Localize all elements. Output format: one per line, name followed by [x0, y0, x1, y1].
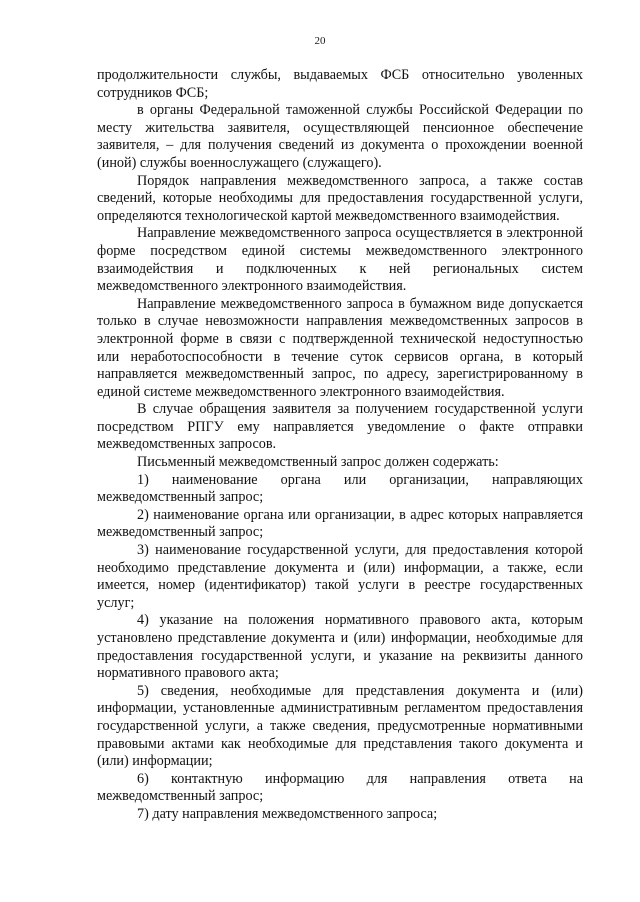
list-item-1: 1) наименование органа или организации, направляющих межведомственный запрос; [97, 471, 583, 506]
paragraph-request-procedure: Порядок направления межведомственного запроса, а также состав сведений, которые необходимы для предоставления государственной услуги, определяются технологической картой межведомственного взаимодействия. [97, 172, 583, 224]
list-item-5: 5) сведения, необходимые для представления документа и (или) информации, установленные административным регламентом предоставления государственной услуги, а также сведения, предусмотренные нормативными правовыми актами как необходимые для представления такого документа и (или) информации; [97, 682, 583, 770]
list-item-2: 2) наименование органа или организации, в адрес которых направляется межведомственный запрос; [97, 506, 583, 541]
list-item-7: 7) дату направления межведомственного запроса; [137, 805, 438, 822]
page-number: 20 [314, 35, 326, 47]
list-item-4: 4) указание на положения нормативного правового акта, которым установлено представление документа и (или) информации, необходимые для предоставления государственной услуги, и указание на реквизиты данного нормативного правового акта; [97, 612, 583, 682]
list-item-6: 6) контактную информацию для направления ответа на межведомственный запрос; [97, 770, 583, 805]
paragraph-request-contents-intro: Письменный межведомственный запрос должен содержать: [137, 454, 499, 471]
paragraph-paper-request: Направление межведомственного запроса в бумажном виде допускается только в случае невозможности направления межведомственных запросов в электронной форме в связи с подтвержденной технической недоступностью или неработоспособности в течение суток сервисов органа, в который направляется межведомственный запрос, по адресу, зарегистрированному в единой системе межведомственного электронного взаимодействия. [97, 295, 583, 400]
paragraph-customs-service: в органы Федеральной таможенной службы Российской Федерации по месту жительства заявителя, осуществляющей пенсионное обеспечение заявителя, – для получения сведений из документа о прохождении военной (иной) службы военнослужащего (служащего). [97, 102, 583, 171]
list-item-3: 3) наименование государственной услуги, для предоставления которой необходимо представление документа и (или) информации, а также, если имеется, номер (идентификатор) такой услуги в реестре государственных услуг; [97, 542, 583, 611]
paragraph-continuation: продолжительности службы, выдаваемых ФСБ относительно уволенных сотрудников ФСБ; [97, 67, 583, 101]
document-body [97, 67, 583, 824]
paragraph-rpgu-notification: В случае обращения заявителя за получением государственной услуги посредством РПГУ ему направляется уведомление о факте отправки межведомственных запросов. [97, 401, 583, 453]
paragraph-electronic-request: Направление межведомственного запроса осуществляется в электронной форме посредством единой системы межведомственного электронного взаимодействия и подключенных к ней региональных систем межведомственного электронного взаимодействия. [97, 225, 583, 295]
